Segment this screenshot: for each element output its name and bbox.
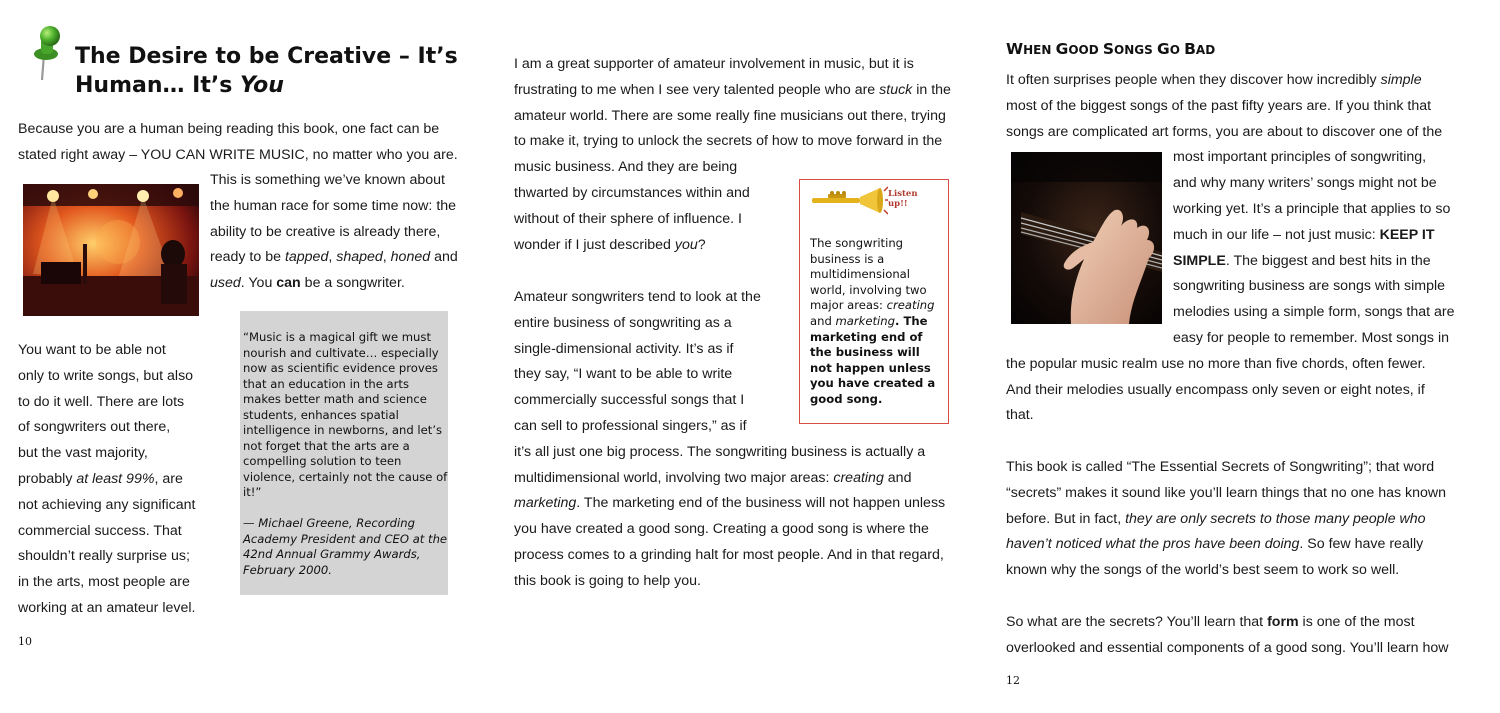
- page-number-left: 10: [18, 635, 32, 648]
- right-para-2: This book is called “The Essential Secrets of Songwriting”; that word “secrets” makes it sound like you’ll learn things that no one has known before. But in fact, they are only secrets to those many people who haven’t noticed what the pros have been doing. So few have really known why the songs of the world’s best seem to work so well.: [1006, 459, 1447, 579]
- trumpet-icon: [808, 185, 888, 217]
- guitar-hand-photo: [1011, 152, 1162, 324]
- left-para-1-wrap: This is something we’ve known about the human race for some time now: the ability to be creative is already there, ready to be tapped, shaped, honed and used. You can be a songwriter.: [210, 172, 458, 292]
- right-para-1-end: the popular music realm use no more than five chords, often fewer. And their melodies usually encompass only seven or eight notes, if that.: [1006, 355, 1426, 424]
- concert-stage-photo: [23, 184, 199, 316]
- section-heading: WHEN GOOD SONGS GO BAD: [1006, 40, 1216, 58]
- quote-attribution: — Michael Greene, Recording: [243, 516, 415, 530]
- middle-para-1: I am a great supporter of amateur involvement in music, but it is frustrating to me when I see very talented people who are stuck in the amateur world. There are some really fine musicians out there, trying to make it, trying to unlock the secrets of how to move forward in the music business. And they are being thwarted by circumstances within and without of their sphere of influence. I wonder if I just described you?: [514, 56, 951, 253]
- quote-line: makes better math and science: [243, 392, 427, 406]
- right-para-3: So what are the secrets? You’ll learn that form is one of the most overlooked and essential components of a good song. You’ll learn how: [1006, 614, 1449, 656]
- quote-line: not forget that the arts are a: [243, 438, 410, 453]
- listen-up-callout: Listen up!! The songwriting business is a multidimensional world, involving two major areas: creating and marketing. The marketing end of the business will not happen unless you have created a good song.: [799, 179, 949, 424]
- quote-attribution: February 2000.: [243, 562, 332, 577]
- left-para-2: You want to be able not only to write songs, but also to do it well. There are lots of songwriters out there, but the vast majority, probably at least 99%, are not achieving any significant commercial success. That shouldn’t really surprise us; in the arts, most people are working at an amateur level.: [18, 342, 196, 616]
- quote-line: students, enhances spatial: [243, 407, 399, 422]
- right-para-1-wrap: most important principles of songwriting, and why many writers’ songs might not be working yet. It’s a principle that applies to so much in our life – not just music: KEEP IT SIMPLE. The biggest and best hits in the songwriting business are songs with simple melodies using a simple form, songs that are easy for people to remember. Most songs in: [1173, 149, 1455, 346]
- quote-line: that an education in the arts: [243, 376, 410, 391]
- quote-line: now as scientific evidence proves: [243, 361, 438, 375]
- left-para-1: Because you are a human being reading this book, one fact can be stated right away – YOU CAN WRITE MUSIC, no matter who you are.: [18, 121, 458, 163]
- quote-sidebar: [240, 311, 448, 595]
- listen-up-label: Listen up!!: [888, 189, 918, 209]
- quote-line: violence, certainly not the cause of: [243, 469, 448, 484]
- middle-para-2: Amateur songwriters tend to look at the entire business of songwriting as a single-dimensional activity. It’s as if they say, “I want to be able to write commercially successful songs that I can sell to professional singers,” as if it’s all just one big process. The songwriting business is actually a multidimensional world, involving two major areas: creating and marketing. The marketing end of the business will not happen unless you have created a good song. Creating a good song is where the process comes to a grinding halt for most people. And in that regard, this book is going to help you.: [514, 289, 946, 589]
- quote-line: nourish and cultivate… especially: [243, 345, 439, 360]
- push-pin-icon: [30, 24, 70, 84]
- quote-line: intelligence in newborns, and let’s: [243, 423, 443, 437]
- right-para-1: It often surprises people when they discover how incredibly simple most of the biggest songs of the past fifty years are. If you think that songs are complicated art forms, you are about to discover one of the: [1006, 72, 1443, 140]
- quote-line: compelling solution to teen: [243, 454, 402, 468]
- quote-attribution: 42nd Annual Grammy Awards,: [243, 547, 421, 561]
- page-number-right: 12: [1006, 674, 1020, 687]
- chapter-heading: The Desire to be Creative – It’s Human… It’s You: [75, 44, 458, 98]
- quote-line: it!”: [243, 485, 262, 499]
- quote-attribution: Academy President and CEO at the: [243, 531, 448, 546]
- quote-line: “Music is a magical gift we must: [243, 330, 431, 344]
